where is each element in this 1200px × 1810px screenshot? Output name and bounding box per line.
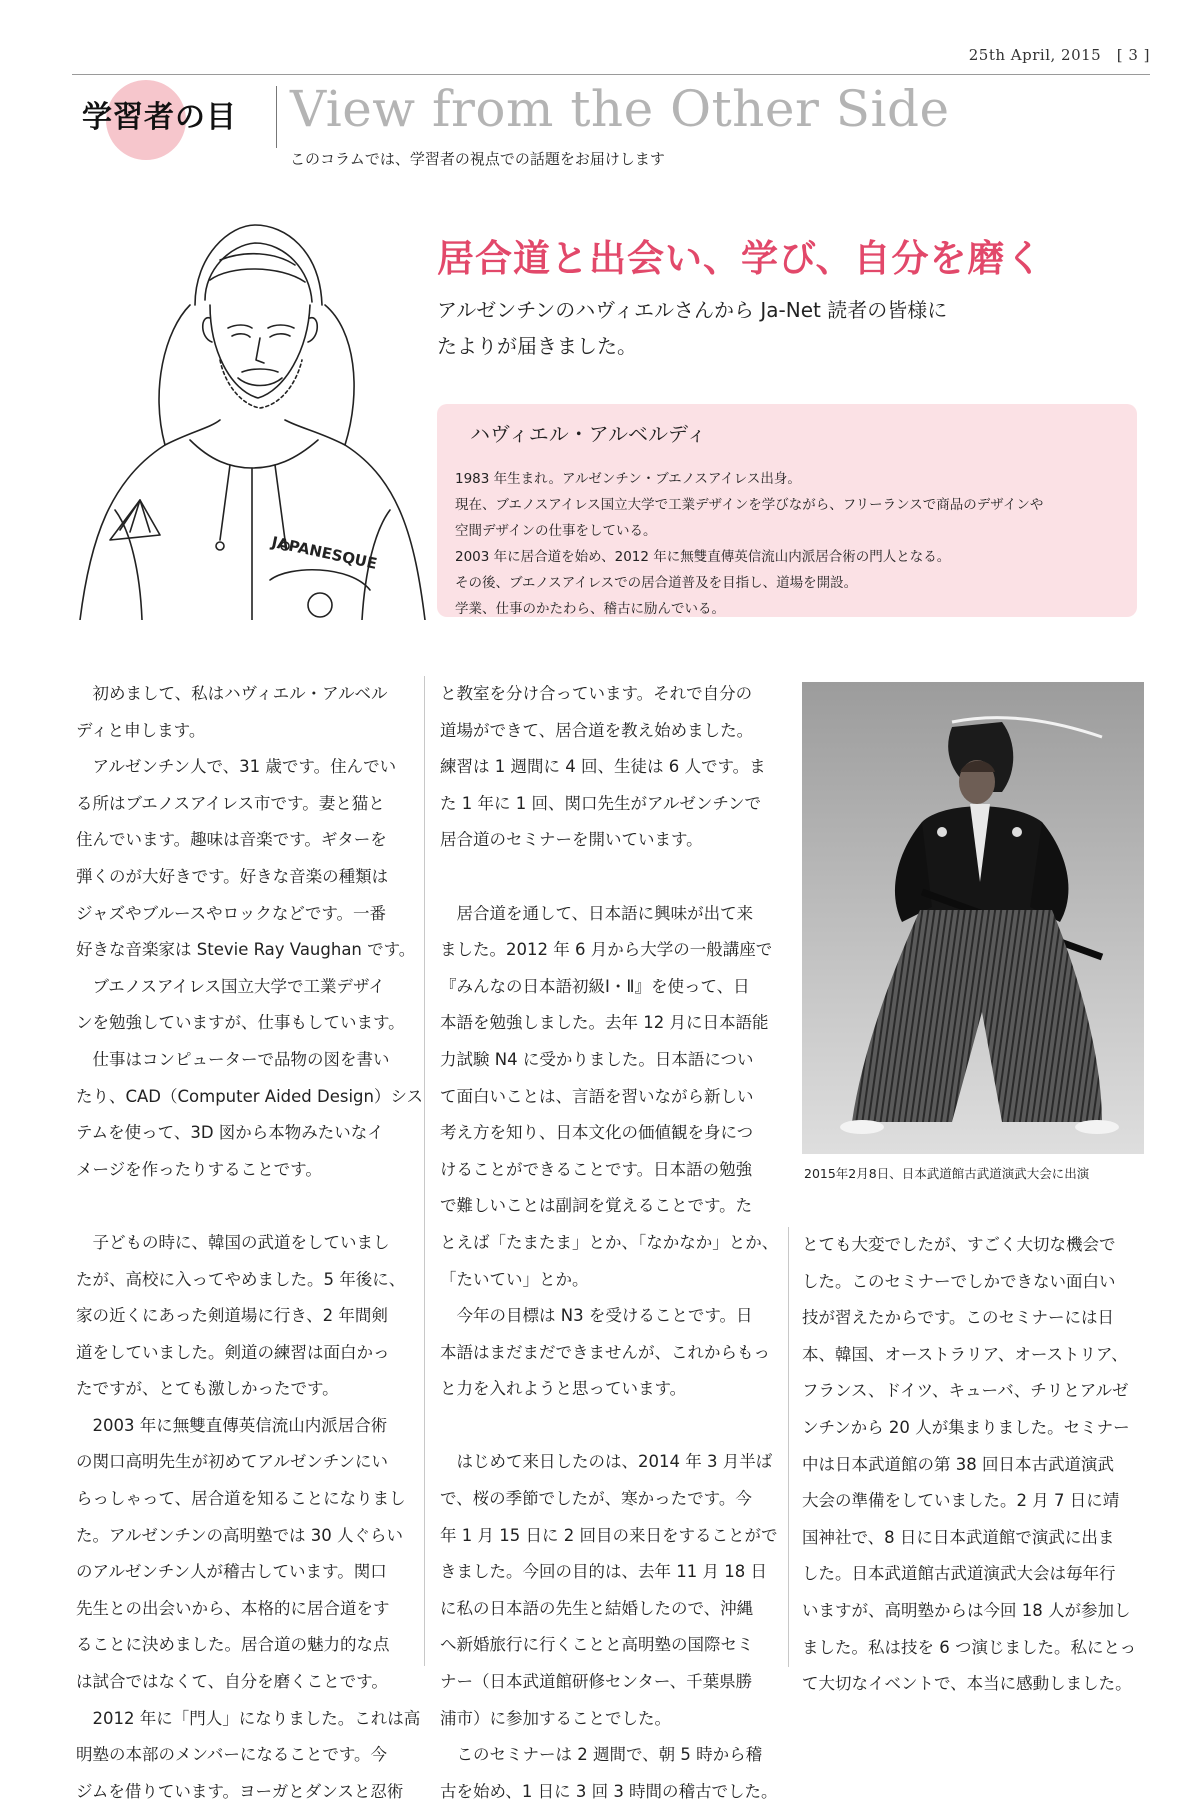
shirt-text: JAPANESQUE bbox=[270, 532, 379, 573]
article-line: ることに決めました。居合道の魅力的な点 bbox=[76, 1635, 390, 1655]
article-line: と力を入れようと思っています。 bbox=[440, 1379, 687, 1399]
headline: 居合道と出会い、学び、自分を磨く bbox=[437, 237, 1044, 280]
article-line: 「たいてい」とか。 bbox=[440, 1269, 589, 1289]
profile-line: 現在、ブエノスアイレス国立大学で工業デザインを学びながら、フリーランスで商品のデザインや bbox=[455, 497, 1044, 513]
article-line: 『みんなの日本語初級Ⅰ・Ⅱ』を使って、日 bbox=[440, 976, 750, 996]
article-line: ジャズやブルースやロックなどです。一番 bbox=[76, 903, 387, 923]
article-line: ンチンから 20 人が集まりました。セミナー bbox=[802, 1417, 1130, 1437]
article-line: 大会の準備をしていました。2 月 7 日に靖 bbox=[802, 1491, 1120, 1511]
article-line: の関口高明先生が初めてアルゼンチンにい bbox=[76, 1452, 389, 1472]
article-line: はじめて来日したのは、2014 年 3 月半ば bbox=[440, 1452, 773, 1472]
article-line: 年 1 月 15 日に 2 回目の来日をすることがで bbox=[440, 1525, 778, 1545]
column-title: View from the Other Side bbox=[290, 80, 950, 138]
article-line: 古を始め、1 日に 3 回 3 時間の稽古でした。 bbox=[440, 1781, 778, 1801]
article-line: いますが、高明塾からは今回 18 人が参加し bbox=[802, 1600, 1131, 1620]
article-line: 住んでいます。趣味は音楽です。ギターを bbox=[76, 830, 387, 850]
profile-line: 学業、仕事のかたわら、稽古に励んでいる。 bbox=[455, 601, 725, 617]
article-line: たですが、とても激しかったです。 bbox=[76, 1379, 339, 1399]
article-line: 2003 年に無雙直傳英信流山内派居合術 bbox=[76, 1415, 388, 1435]
article-line: ブエノスアイレス国立大学で工業デザイ bbox=[76, 976, 385, 996]
article-line: 明塾の本部のメンバーになることです。今 bbox=[76, 1745, 388, 1765]
article-line: たり、CAD（Computer Aided Design）シス bbox=[76, 1086, 423, 1106]
article-line: アルゼンチン人で、31 歳です。住んでい bbox=[76, 757, 397, 777]
article-line: た 1 年に 1 回、関口先生がアルゼンチンで bbox=[440, 793, 761, 813]
article-line: 力試験 N4 に受かりました。日本語につい bbox=[440, 1049, 754, 1069]
article-column-2 bbox=[440, 676, 780, 1810]
article-line: 先生との出会いから、本格的に居合道をす bbox=[76, 1598, 390, 1618]
article-line: へ新婚旅行に行くことと高明塾の国際セミ bbox=[440, 1635, 754, 1655]
article-line: 中は日本武道館の第 38 回日本古武道演武 bbox=[802, 1454, 1114, 1474]
column-divider bbox=[788, 1227, 789, 1667]
profile-line: 2003 年に居合道を始め、2012 年に無雙直傳英信流山内派居合術の門人となる。 bbox=[455, 549, 951, 565]
article-line: ました。2012 年 6 月から大学の一般講座で bbox=[440, 940, 773, 960]
article-line: した。日本武道館古武道演武大会は毎年行 bbox=[802, 1564, 1116, 1584]
article-line: は試合ではなくて、自分を磨くことです。 bbox=[76, 1672, 388, 1692]
column-subtitle: このコラムでは、学習者の視点での話題をお届けします bbox=[290, 150, 665, 168]
article-column-1 bbox=[76, 676, 423, 1810]
article-line: 好きな音楽家は Stevie Ray Vaughan です。 bbox=[76, 940, 416, 960]
article-line: 子どもの時に、韓国の武道をしていまし bbox=[76, 1232, 390, 1252]
article-line: で難しいことは副詞を覚えることです。た bbox=[440, 1196, 753, 1216]
article-column-3 bbox=[802, 1227, 1142, 1703]
article-line: このセミナーは 2 週間で、朝 5 時から稽 bbox=[440, 1745, 763, 1765]
article-line: 技が習えたからです。このセミナーには日 bbox=[802, 1308, 1115, 1328]
profile-line: その後、ブエノスアイレスでの居合道普及を目指し、道場を開設。 bbox=[455, 575, 858, 591]
article-line: 居合道を通して、日本語に興味が出て来 bbox=[440, 903, 754, 923]
header-divider bbox=[276, 86, 277, 148]
article-line: とても大変でしたが、すごく大切な機会で bbox=[802, 1235, 1116, 1254]
article-line: たが、高校に入ってやめました。5 年後に、 bbox=[76, 1269, 406, 1289]
photo-caption: 2015年2月8日、日本武道館古武道演武大会に出演 bbox=[804, 1166, 1090, 1181]
article-line: 仕事はコンピューターで品物の図を書い bbox=[76, 1049, 390, 1069]
article-line: 本語を勉強しました。去年 12 月に日本語能 bbox=[440, 1013, 769, 1033]
lead-paragraph bbox=[437, 292, 1037, 364]
article-line: で、桜の季節でしたが、寒かったです。今 bbox=[440, 1489, 752, 1509]
portrait-illustration bbox=[70, 210, 435, 620]
lead-line: アルゼンチンのハヴィエルさんから Ja-Net 読者の皆様に bbox=[437, 298, 948, 322]
article-line: 練習は 1 週間に 4 回、生徒は 6 人です。ま bbox=[440, 757, 766, 777]
profile-line: 1983 年生まれ。アルゼンチン・ブエノスアイレス出身。 bbox=[455, 471, 801, 487]
article-line: 本語はまだまだできませんが、これからもっ bbox=[440, 1342, 770, 1362]
article-line: 初めまして、私はハヴィエル・アルベル bbox=[76, 684, 388, 703]
article-line: て面白いことは、言語を習いながら新しい bbox=[440, 1086, 754, 1106]
article-line: らっしゃって、居合道を知ることになりまし bbox=[76, 1489, 406, 1509]
header-rule bbox=[72, 74, 1150, 75]
article-line: 国神社で、8 日に日本武道館で演武に出ま bbox=[802, 1527, 1115, 1547]
article-line: に私の日本語の先生と結婚したので、沖縄 bbox=[440, 1598, 754, 1618]
article-line: 2012 年に「門人」になりました。これは高 bbox=[76, 1708, 421, 1728]
article-line: ナー（日本武道館研修センター、千葉県勝 bbox=[440, 1672, 753, 1692]
article-line: けることができることです。日本語の勉強 bbox=[440, 1159, 753, 1179]
article-line: フランス、ドイツ、キューバ、チリとアルゼ bbox=[802, 1381, 1129, 1401]
article-line: 今年の目標は N3 を受けることです。日 bbox=[440, 1306, 753, 1326]
article-line: ました。私は技を 6 つ演じました。私にとっ bbox=[802, 1637, 1137, 1657]
date-page-number: 25th April, 2015 [ 3 ] bbox=[968, 46, 1150, 64]
article-line: 道をしていました。剣道の練習は面白かっ bbox=[76, 1342, 390, 1362]
article-line: のアルゼンチン人が稽古しています。関口 bbox=[76, 1562, 387, 1582]
article-line: ディと申します。 bbox=[76, 720, 206, 740]
article-line: る所はブエノスアイレス市です。妻と猫と bbox=[76, 793, 385, 813]
article-line: 考え方を知り、日本文化の価値観を身につ bbox=[440, 1123, 754, 1143]
article-line: きました。今回の目的は、去年 11 月 18 日 bbox=[440, 1562, 767, 1582]
article-line: した。このセミナーでしかできない面白い bbox=[802, 1271, 1116, 1291]
article-line: 家の近くにあった剣道場に行き、2 年間剣 bbox=[76, 1306, 388, 1326]
article-line: 道場ができて、居合道を教え始めました。 bbox=[440, 720, 754, 740]
lead-line: たよりが届きました。 bbox=[437, 334, 637, 358]
section-label: 学習者の目 bbox=[82, 100, 237, 135]
article-line: 浦市）に参加することでした。 bbox=[440, 1708, 671, 1728]
article-line: ンを勉強していますが、仕事もしています。 bbox=[76, 1013, 405, 1033]
article-line: 本、韓国、オーストラリア、オーストリア、 bbox=[802, 1344, 1128, 1364]
article-line: て大切なイベントで、本当に感動しました。 bbox=[802, 1674, 1132, 1694]
article-line: ジムを借りています。ヨーガとダンスと忍術 bbox=[76, 1781, 404, 1801]
article-line: 居合道のセミナーを開いています。 bbox=[440, 830, 703, 850]
article-line: テムを使って、3D 図から本物みたいなイ bbox=[76, 1123, 384, 1143]
article-line: メージを作ったりすることです。 bbox=[76, 1159, 322, 1179]
article-line: 弾くのが大好きです。好きな音楽の種類は bbox=[76, 866, 389, 886]
iaido-photo bbox=[802, 682, 1144, 1154]
article-line: と教室を分け合っています。それで自分の bbox=[440, 684, 753, 703]
article-line: とえば「たまたま」とか、「なかなか」とか、 bbox=[440, 1232, 779, 1252]
profile-name: ハヴィエル・アルベルディ bbox=[470, 422, 707, 446]
article-line bbox=[440, 859, 780, 896]
article-line bbox=[440, 1408, 780, 1445]
profile-bio bbox=[455, 466, 1135, 622]
column-divider bbox=[424, 676, 425, 1666]
article-line bbox=[76, 1188, 416, 1225]
article-line: た。アルゼンチンの高明塾では 30 人ぐらい bbox=[76, 1525, 404, 1545]
profile-line: 空間デザインの仕事をしている。 bbox=[455, 523, 657, 539]
